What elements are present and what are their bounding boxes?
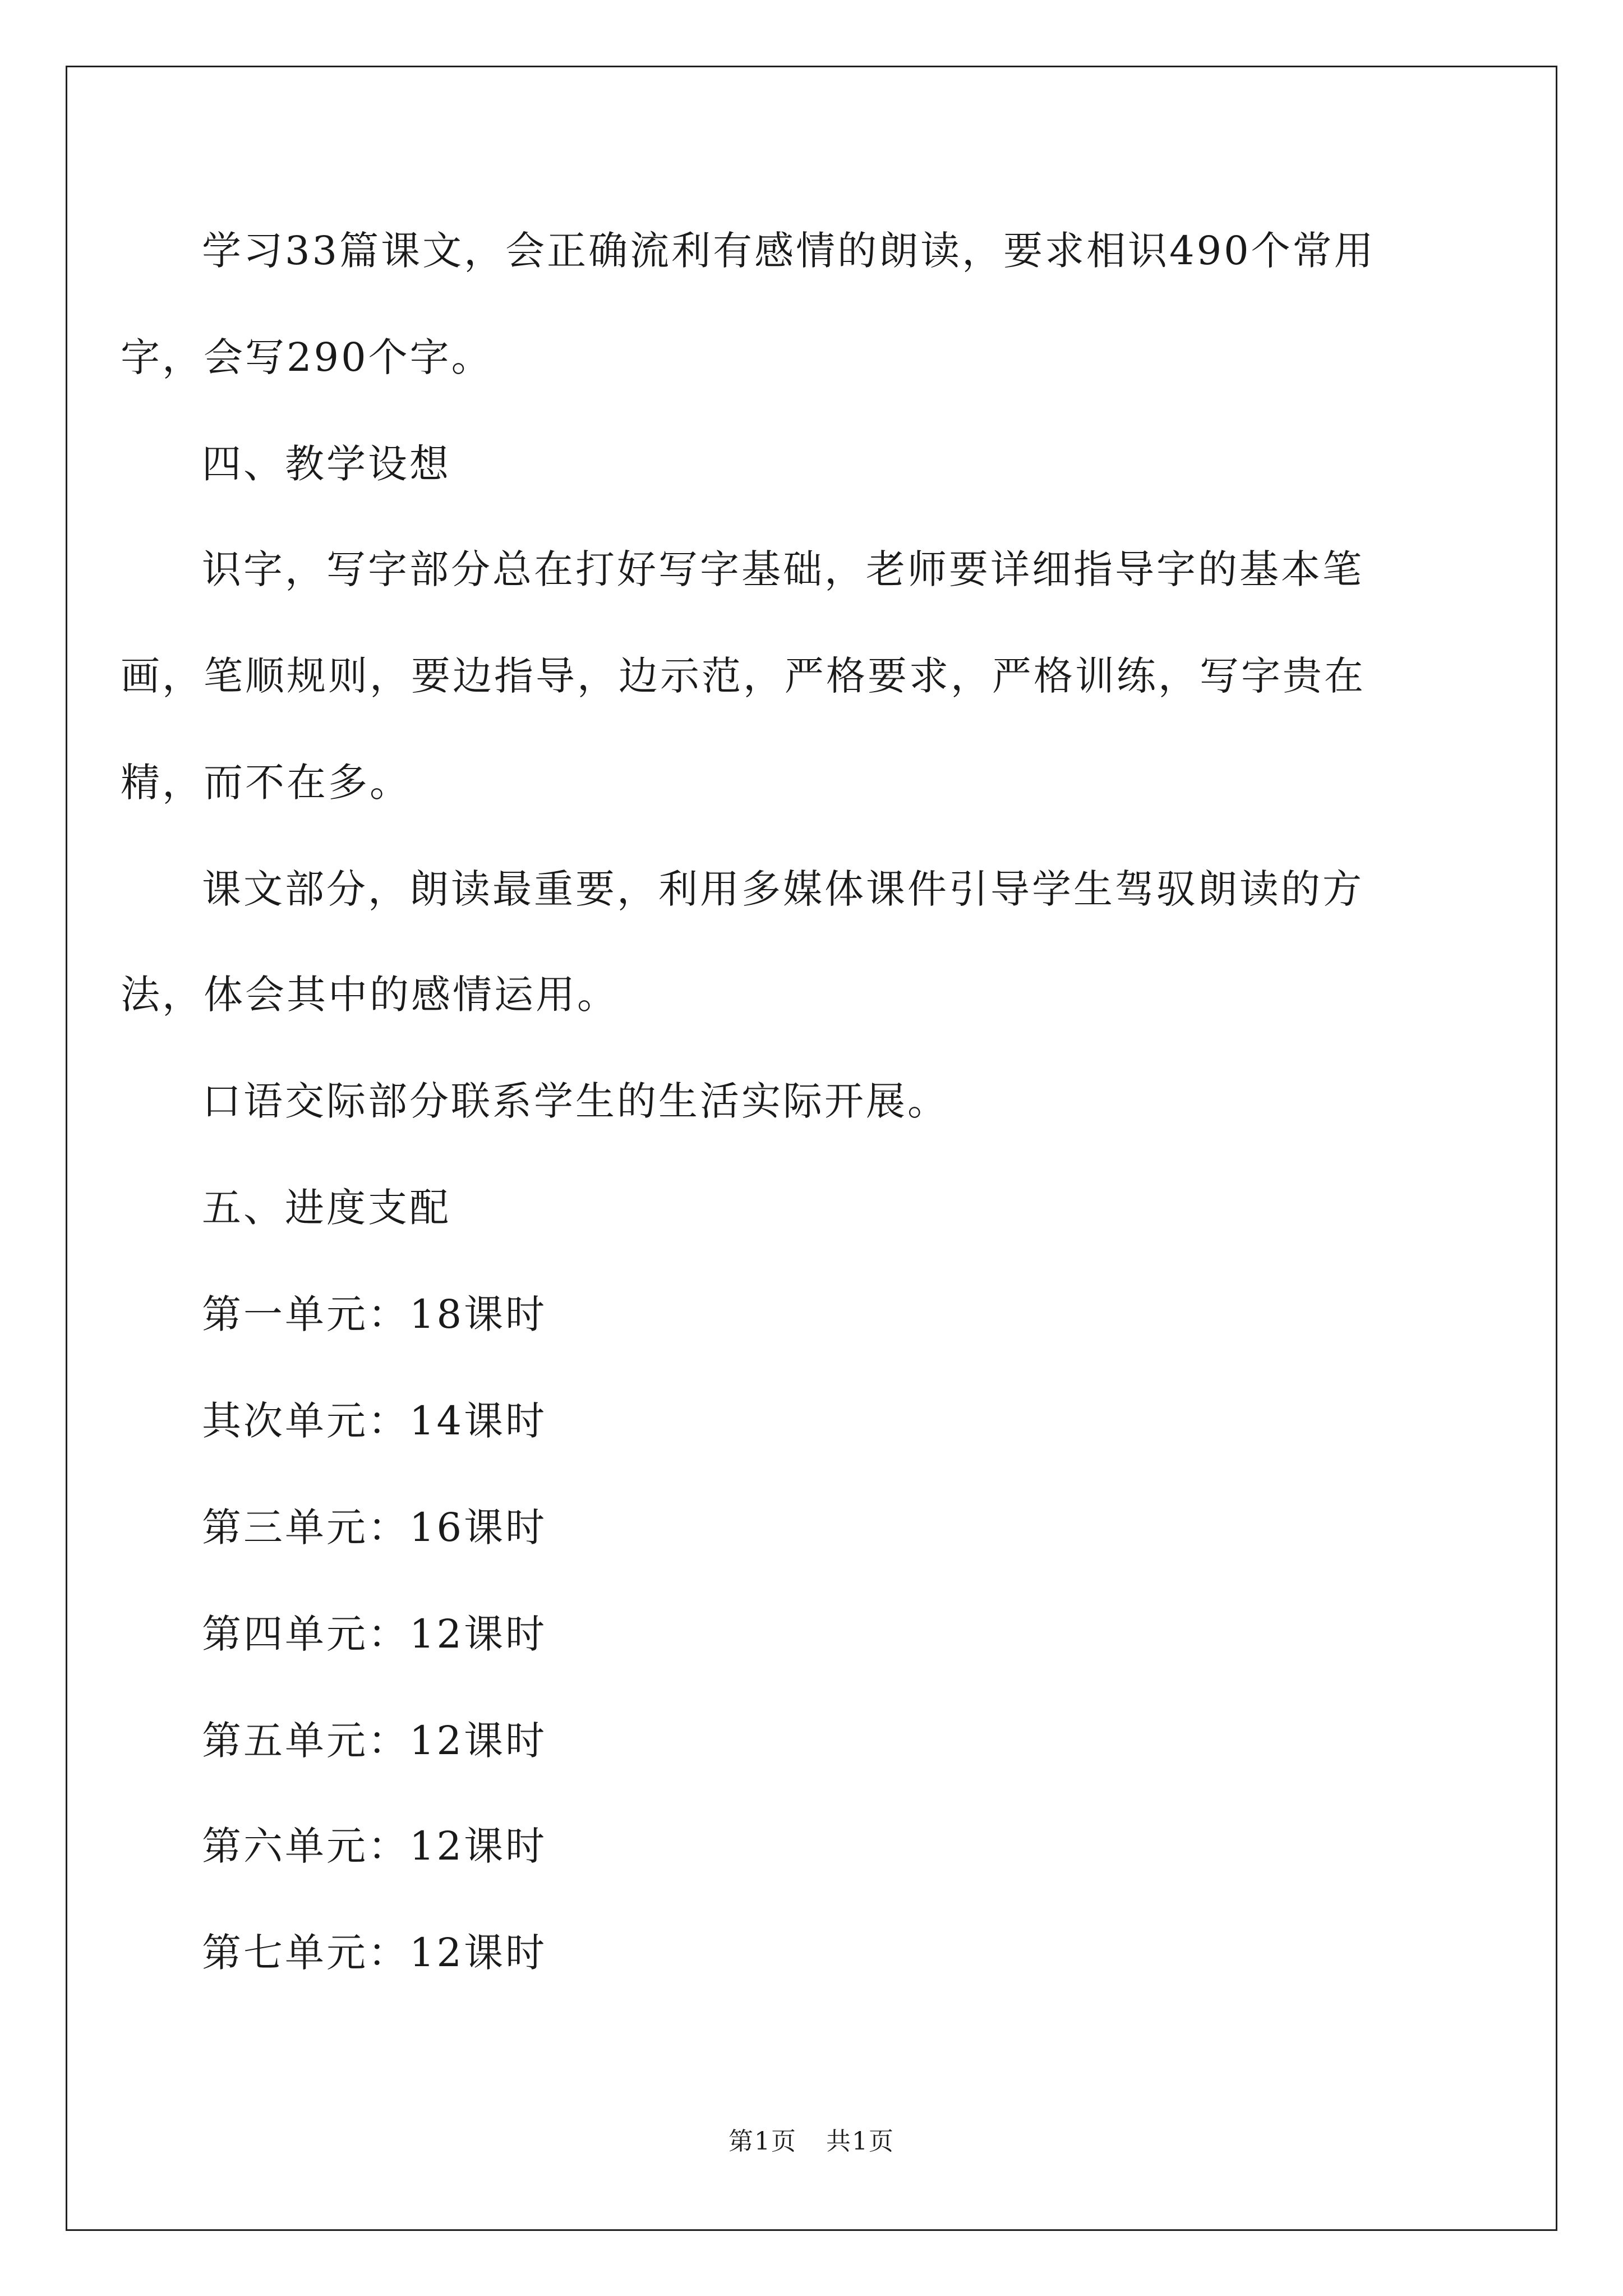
schedule-item: 第一单元：18课时 bbox=[202, 1291, 547, 1337]
section-heading: 四、教学设想 bbox=[202, 441, 451, 487]
schedule-item: 第六单元：12课时 bbox=[202, 1823, 547, 1869]
text-line: 字，会写290个字。 bbox=[121, 334, 493, 380]
page-footer bbox=[0, 2125, 1623, 2159]
current-page-number: 第1页 bbox=[728, 2127, 797, 2156]
total-page-count: 共1页 bbox=[826, 2127, 895, 2156]
page-border bbox=[66, 66, 1557, 2231]
text-line: 识字，写字部分总在打好写字基础，老师要详细指导字的基本笔 bbox=[202, 546, 1364, 592]
text-line: 课文部分，朗读最重要，利用多媒体课件引导学生驾驭朗读的方 bbox=[202, 866, 1364, 912]
section-heading: 五、进度支配 bbox=[202, 1185, 451, 1231]
text-line: 法，体会其中的感情运用。 bbox=[121, 972, 619, 1018]
text-line: 精，而不在多。 bbox=[121, 760, 411, 806]
text-line: 学习33篇课文，会正确流利有感情的朗读，要求相识490个常用 bbox=[202, 228, 1376, 274]
text-line: 画，笔顺规则，要边指导，边示范，严格要求，严格训练，写字贵在 bbox=[121, 653, 1366, 699]
schedule-item: 其次单元：14课时 bbox=[202, 1398, 547, 1444]
schedule-item: 第三单元：16课时 bbox=[202, 1504, 547, 1550]
text-line: 口语交际部分联系学生的生活实际开展。 bbox=[202, 1078, 949, 1124]
schedule-item: 第五单元：12课时 bbox=[202, 1718, 547, 1764]
schedule-item: 第四单元：12课时 bbox=[202, 1611, 547, 1657]
schedule-item: 第七单元：12课时 bbox=[202, 1930, 547, 1976]
